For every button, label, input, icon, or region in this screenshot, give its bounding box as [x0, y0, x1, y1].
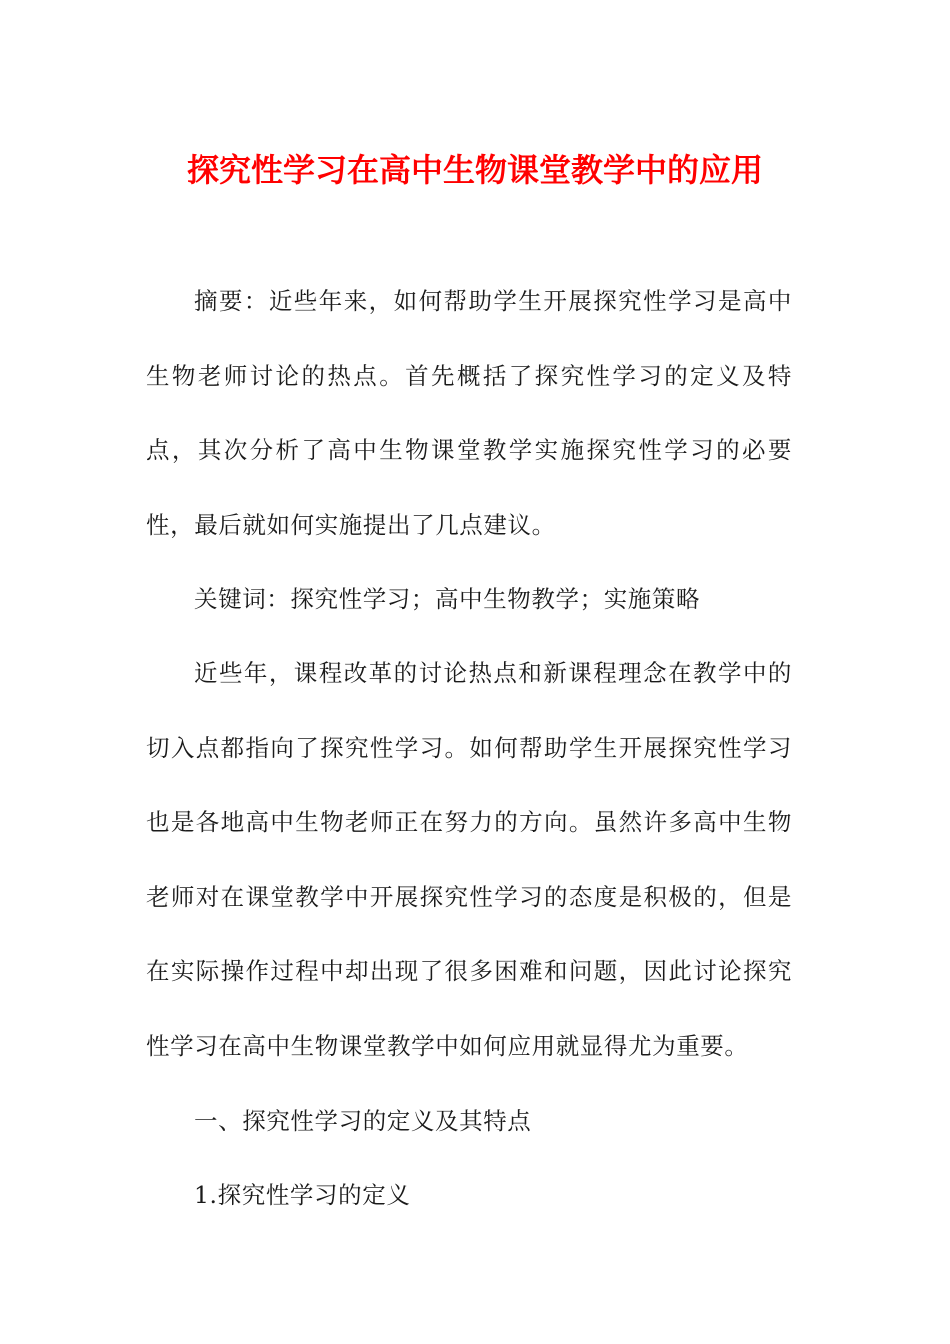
abstract-paragraph: 摘要：近些年来，如何帮助学生开展探究性学习是高中生物老师讨论的热点。首先概括了探究性学习的定义及特点，其次分析了高中生物课堂教学实施探究性学习的必要性，最后就如何实施提出了几点建议。 [146, 287, 792, 539]
document-title: 探究性学习在高中生物课堂教学中的应用 [186, 151, 763, 189]
keywords-paragraph: 关键词：探究性学习；高中生物教学；实施策略 [194, 585, 701, 613]
section-heading: 一、探究性学习的定义及其特点 [194, 1107, 532, 1135]
subsection-heading: 1.探究性学习的定义 [194, 1181, 411, 1209]
intro-paragraph: 近些年，课程改革的讨论热点和新课程理念在教学中的切入点都指向了探究性学习。如何帮助学生开展探究性学习也是各地高中生物老师正在努力的方向。虽然许多高中生物老师对在课堂教学中开展探究性学习的态度是积极的，但是在实际操作过程中却出现了很多困难和问题，因此讨论探究性学习在高中生物课堂教学中如何应用就显得尤为重要。 [146, 659, 792, 1060]
